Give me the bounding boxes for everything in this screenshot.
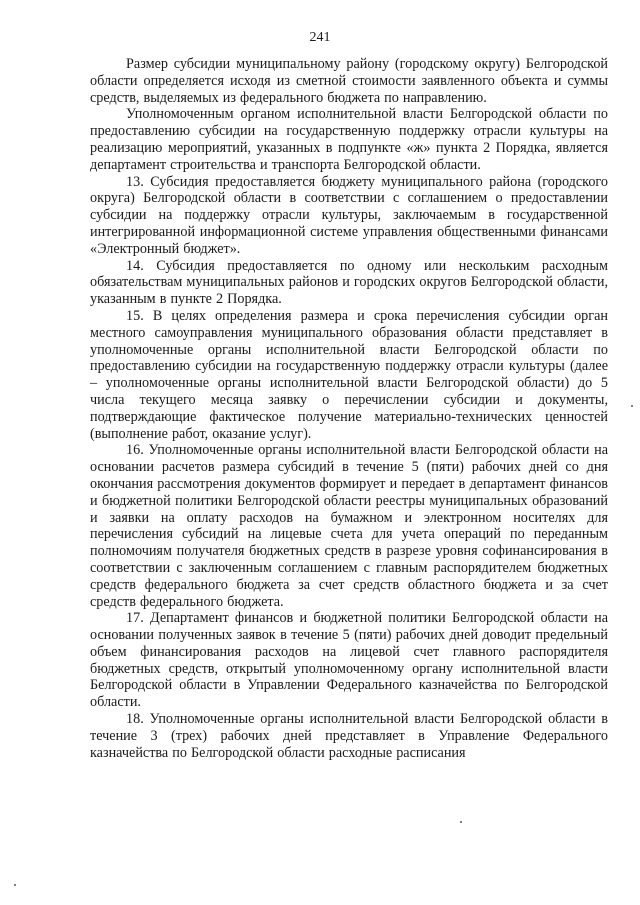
scan-speck — [631, 405, 633, 407]
paragraph-subsidy-size: Размер субсидии муниципальному району (городскому округу) Белгородской области определяется исходя из сметной стоимости заявленного объекта и суммы средств, выделяемых из федерального бюджета по направлению. — [90, 56, 608, 106]
scan-speck — [14, 884, 16, 886]
paragraph-15: 15. В целях определения размера и срока перечисления субсидии орган местного самоуправления муниципального образования области представляет в уполномоченные органы исполнительной власти Белгородской области по предоставлению субсидии на государственную поддержку отрасли культуры (далее – уполномоченные органы исполнительной власти Белгородской области) до 5 числа текущего месяца заявку о перечислении субсидии и документы, подтверждающие фактическое получение материально-технических ценностей (выполнение работ, оказание услуг). — [90, 307, 608, 442]
document-body — [90, 56, 608, 761]
paragraph-authorized-body: Уполномоченным органом исполнительной власти Белгородской области по предоставлению субсидии на государственную поддержку отрасли культуры на реализацию мероприятий, указанных в подпункте «ж» пункта 2 Порядка, является департамент строительства и транспорта Белгородской области. — [90, 106, 608, 173]
paragraph-14: 14. Субсидия предоставляется по одному или нескольким расходным обязательствам муниципальных районов и городских округов Белгородской области, указанным в пункте 2 Порядка. — [90, 257, 608, 308]
paragraph-13: 13. Субсидия предоставляется бюджету муниципального района (городского округа) Белгородской области в соответствии с соглашением о предоставлении субсидии на поддержку отрасли культуры, заключаемым в государственной интегрированной информационной системе управления общественными финансами «Электронный бюджет». — [90, 173, 608, 257]
paragraph-17: 17. Департамент финансов и бюджетной политики Белгородской области на основании полученных заявок в течение 5 (пяти) рабочих дней доводит предельный объем финансирования расходов на лицевой счет главного распорядителя бюджетных средств, открытый уполномоченному органу исполнительной власти Белгородской области в Управлении Федерального казначейства по Белгородской области. — [90, 610, 608, 711]
paragraph-16: 16. Уполномоченные органы исполнительной власти Белгородской области на основании расчетов размера субсидий в течение 5 (пяти) рабочих дней со дня окончания рассмотрения документов формирует и передает в департамент финансов и бюджетной политики Белгородской области реестры муниципальных образований и заявки на оплату расходов на бумажном и электронном носителях для перечисления субсидий на лицевые счета для учета операций по переданным полномочиям получателя бюджетных средств в разрезе уровня софинансирования в соответствии с заключенным соглашением с главным распорядителем бюджетных средств федерального бюджета за счет средств областного бюджета и за счет средств федерального бюджета. — [90, 442, 608, 610]
scan-speck — [460, 821, 462, 823]
paragraph-18: 18. Уполномоченные органы исполнительной власти Белгородской области в течение 3 (трех) рабочих дней представляет в Управление Федерального казначейства по Белгородской области расходные расписания — [90, 711, 608, 761]
page-number: 241 — [309, 30, 331, 45]
